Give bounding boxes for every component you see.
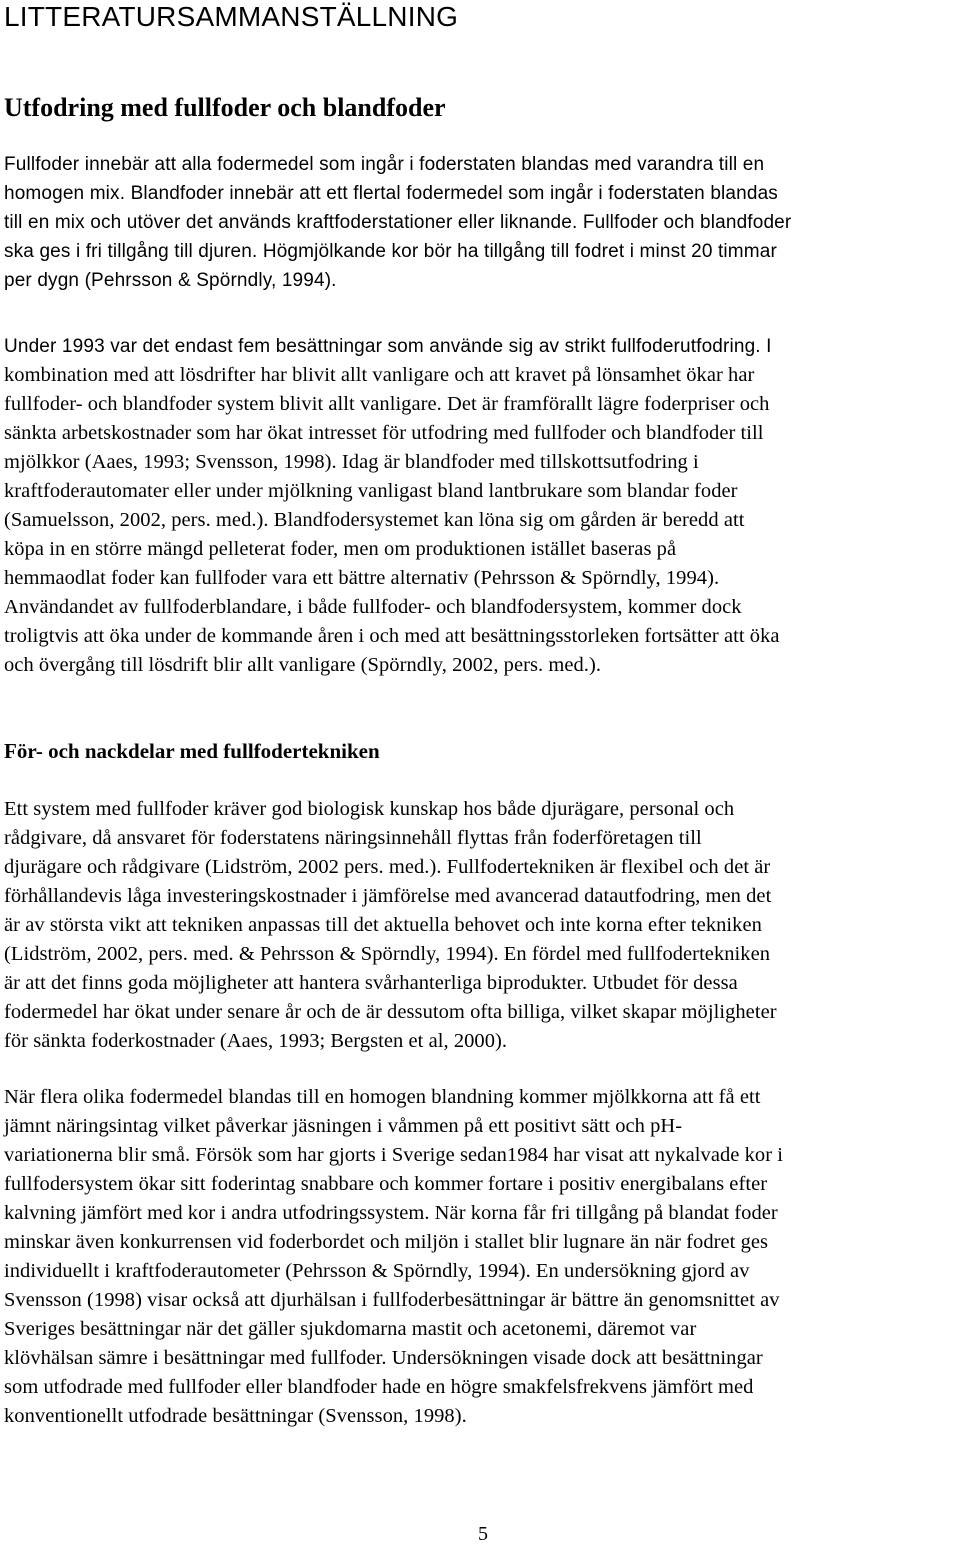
text-line: klövhälsan sämre i besättningar med fullfoder. Undersökningen visade dock att besättningar bbox=[4, 1347, 763, 1369]
paragraph-usage-history bbox=[4, 332, 958, 680]
text-line: för sänkta foderkostnader (Aaes, 1993; Bergsten et al, 2000). bbox=[4, 1030, 508, 1052]
text-line: troligtvis att öka under de kommande åren i och med att besättningsstorleken fortsätter att öka bbox=[4, 625, 780, 647]
document-title: LITTERATURSAMMANSTÄLLNING bbox=[4, 1, 459, 32]
text-line: Sveriges besättningar när det gäller sjukdomarna mastit och acetonemi, däremot var bbox=[4, 1318, 697, 1340]
text-line: (Lidström, 2002, pers. med. & Pehrsson & Spörndly, 1994). En fördel med fullfodertekniken bbox=[4, 943, 771, 965]
text-line: ska ges i fri tillgång till djuren. Högmjölkande kor bör ha tillgång till fodret i minst 20 timmar bbox=[4, 241, 777, 262]
text-line: förhållandevis låga investeringskostnader i jämförelse med avancerad datautfodring, men det bbox=[4, 885, 772, 907]
text-line: rådgivare, då ansvaret för foderstatens näringsinnehåll flyttas från foderföretagen till bbox=[4, 827, 702, 849]
paragraph-definitions bbox=[4, 150, 958, 295]
text-line: variationerna blir små. Försök som har gjorts i Sverige sedan1984 har visat att nykalvade kor i bbox=[4, 1144, 784, 1166]
text-line: fullfoder- och blandfoder system blivit allt vanligare. Det är framförallt lägre foderpriser och bbox=[4, 393, 770, 415]
text-line: jämnt näringsintag vilket påverkar jäsningen i våmmen på ett positivt sätt och pH- bbox=[4, 1115, 683, 1137]
page-number: 5 bbox=[478, 1523, 488, 1545]
text-line: konventionellt utfodrade besättningar (Svensson, 1998). bbox=[4, 1405, 467, 1427]
text-line: fodermedel har ökat under senare år och de är dessutom ofta billiga, vilket skapar möjligheter bbox=[4, 1001, 777, 1023]
text-line: individuellt i kraftfoderautometer (Pehrsson & Spörndly, 1994). En undersökning gjord av bbox=[4, 1260, 750, 1282]
text-line: per dygn (Pehrsson & Spörndly, 1994). bbox=[4, 270, 337, 291]
section-heading-feeding: Utfodring med fullfoder och blandfoder bbox=[4, 93, 446, 122]
text-line: sänkta arbetskostnader som har ökat intresset för utfodring med fullfoder och blandfoder till bbox=[4, 422, 764, 444]
paragraph-system-requirements bbox=[4, 795, 958, 1056]
text-line: djurägare och rådgivare (Lidström, 2002 pers. med.). Fullfodertekniken är flexibel och det är bbox=[4, 856, 771, 878]
text-line: köpa in en större mängd pelleterat foder, men om produktionen istället baseras på bbox=[4, 538, 677, 560]
section-heading-pros-cons: För- och nackdelar med fullfodertekniken bbox=[4, 739, 380, 763]
text-line: till en mix och utöver det används kraftfoderstationer eller liknande. Fullfoder och blandfoder bbox=[4, 212, 792, 233]
text-line: Användandet av fullfoderblandare, i både fullfoder- och blandfodersystem, kommer dock bbox=[4, 596, 742, 618]
paragraph-feed-mixing-effects bbox=[4, 1083, 958, 1431]
text-line: kombination med att lösdrifter har blivit allt vanligare och att kravet på lönsamhet ökar har bbox=[4, 364, 755, 386]
text-line: kalvning jämfört med kor i andra utfodringssystem. När korna får fri tillgång på blandat foder bbox=[4, 1202, 778, 1224]
text-line: är av största vikt att tekniken anpassas till det aktuella behovet och inte korna efter tekniken bbox=[4, 914, 762, 936]
text-line: kraftfoderautomater eller under mjölkning vanligast bland lantbrukare som blandar foder bbox=[4, 480, 738, 502]
text-line: som utfodrade med fullfoder eller blandfoder hade en högre smakfelsfrekvens jämfört med bbox=[4, 1376, 754, 1398]
text-line: homogen mix. Blandfoder innebär att ett flertal fodermedel som ingår i foderstaten blandas bbox=[4, 183, 778, 204]
text-line: och övergång till lösdrift blir allt vanligare (Spörndly, 2002, pers. med.). bbox=[4, 654, 602, 676]
text-line: mjölkkor (Aaes, 1993; Svensson, 1998). Idag är blandfoder med tillskottsutfodring i bbox=[4, 451, 699, 473]
text-line: minskar även konkurrensen vid foderbordet och miljön i stallet blir lugnare än när fodret ges bbox=[4, 1231, 769, 1253]
text-line: fullfodersystem ökar sitt foderintag snabbare och kommer fortare i positiv energibalans efter bbox=[4, 1173, 768, 1195]
text-line: (Samuelsson, 2002, pers. med.). Blandfodersystemet kan löna sig om gården är beredd att bbox=[4, 509, 745, 531]
text-line: Svensson (1998) visar också att djurhälsan i fullfoderbesättningar är bättre än genomsnittet av bbox=[4, 1289, 780, 1311]
text-line: är att det finns goda möjligheter att hantera svårhanterliga biprodukter. Utbudet för dessa bbox=[4, 972, 738, 994]
text-line: Ett system med fullfoder kräver god biologisk kunskap hos både djurägare, personal och bbox=[4, 798, 735, 820]
text-line: När flera olika fodermedel blandas till en homogen blandning kommer mjölkkorna att få ett bbox=[4, 1086, 761, 1108]
text-line: hemmaodlat foder kan fullfoder vara ett bättre alternativ (Pehrsson & Spörndly, 1994). bbox=[4, 567, 720, 589]
text-line: Under 1993 var det endast fem besättningar som använde sig av strikt fullfoderutfodring. I bbox=[4, 336, 772, 357]
text-line: Fullfoder innebär att alla fodermedel som ingår i foderstaten blandas med varandra till en bbox=[4, 154, 765, 175]
